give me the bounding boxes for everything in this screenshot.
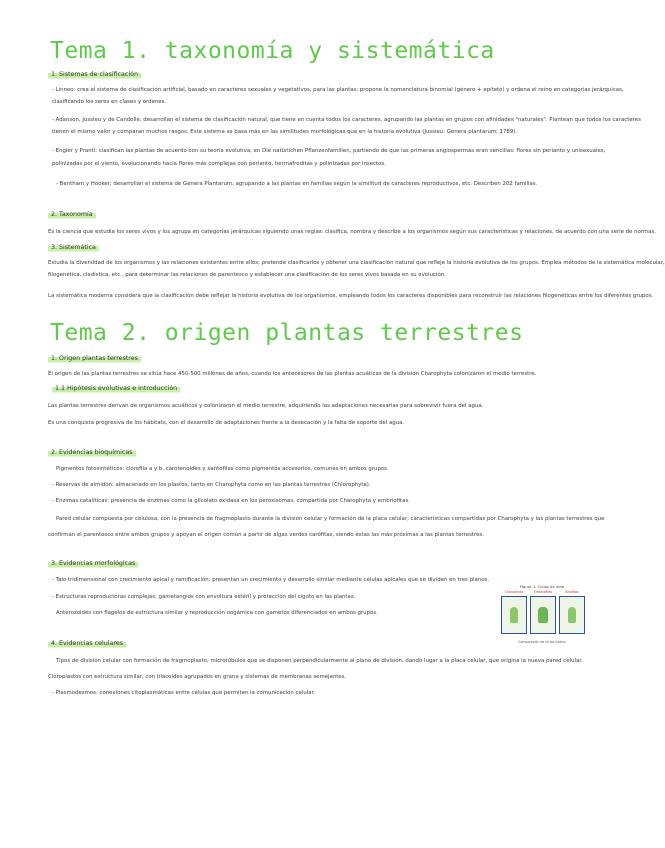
figure-title: Figura 1. Ciclos de vida [519,584,565,589]
tema1-s3-heading: 3. Sistemática [48,243,99,252]
tema1-s3-line: Estudia la diversidad de los organismos y las relaciones existentes entre ellos; pretende clasificarlos y obtener una clasificación natural que refleje la historia evolutiva de los grupos. Emplea métodos de la sistemática molecular, [48,260,665,266]
tema2-s1-heading: 1. Origen plantas terrestres [48,354,141,363]
figure-caption: Comparación de ciclos vitales [518,640,566,644]
tema1-s1-line: - Bentham y Hooker: desarrollan el sistema de Genera Plantarum, agrupando a las plantas en familias según la similitud de caracteres reproductivos, etc. Describen 202 familias. [56,181,538,187]
tema2-s1-line: El origen de las plantas terrestres se sitúa hace 450-500 millones de años, cuando los antecesores de las plantas acuáticas de la división Charophyta colonizaron el medio terrestre. [48,371,537,377]
tema2-s2-line: - Reservas de almidón: almacenado en los plastos, tanto en Charophyta como en las plantas terrestres (Chlorophyta). [52,482,371,488]
tema2-s4-line: Tipos de división celular con formación de fragmoplasto, microtúbulos que se disponen perpendicularmente al plano de división, dando lugar a la placa celular, que origina la nueva pared celular. [56,658,583,664]
tema2-s4-line: - Plasmodesmos: conexiones citoplasmáticas entre células que permiten la comunicación celular. [52,690,315,696]
tema2-s4-heading: 4. Evidencias celulares [48,639,126,648]
plant-illustration [510,607,518,623]
tema2-s2-line: Pigmentos fotosintéticos: clorofila a y b, carotenoides y xantofilas como pigmentos accesorios, comunes en ambos grupos. [56,466,389,472]
plant-illustration [538,607,548,623]
tema2-s2-line: - Enzimas catalíticas: presencia de enzimas como la glicolato oxidasa en los peroxisomas, compartida por Charophyta y embriofitas. [52,498,410,504]
tema2-s1b-line: Es una conquista progresiva de los hábitats, con el desarrollo de adaptaciones frente a la desecación y la falta de soporte del agua. [48,420,405,426]
tema2-s3-line: - Estructuras reproductoras complejas: gametangios con envoltura estéril y protección del cigoto en las plantas. [52,594,356,600]
tema1-s2-heading: 2. Taxonomía [48,210,96,219]
tema1-s3-line: filogenética, cladística, etc., para determinar las relaciones de parentesco y establecer una clasificación de los seres vivos basada en su evolución. [48,272,446,278]
figure-panel [501,590,527,634]
tema2-s3-line: - Talo tridimensional con crecimiento apical y ramificación: presentan un crecimiento y desarrollo similar mediante células apicales que se dividen en tres planos. [52,577,490,583]
tema1-s1-line: tienen el mismo valor y comparan muchos rasgos. Este sistema se basa más en las similitudes morfológicas que en la historia evolutiva (Jussieu: Genera plantarum, 1789). [52,129,518,135]
tema1-s2-line: Es la ciencia que estudia los seres vivos y los agrupa en categorías jerárquicas siguiendo unas reglas: clasifica, nombra y describe a los organismos según sus características y relaciones, de acuerdo con una serie de normas. [48,229,657,235]
tema1-s1-line: clasificando los seres en clases y órdenes. [52,99,167,105]
plant-illustration [568,607,576,623]
figure-panel-caption: Charophyta [504,590,524,594]
figure-panel-caption: Briofitas [565,590,579,594]
tema1-s1-heading: 1. Sistemas de clasificación [48,70,141,79]
figure-panel [559,590,585,634]
tema2-s3-heading: 3. Evidencias morfológicas [48,559,138,568]
tema2-s2-line: confirman el parentesco entre ambos grupos y apoyan el origen común a partir de algas verdes carófitas, siendo éstas las más próximas a las plantas terrestres. [48,532,484,538]
tema1-title: Tema 1. taxonomía y sistemática [50,38,495,64]
tema2-s1b-heading: 1.1 Hipótesis evolutivas e introducción [52,384,180,393]
figure-panel [530,590,556,634]
tema2-s4-line: Cloroplastos con estructura similar, con tilacoides agrupados en grana y sistemas de membranas semejantes. [48,674,347,680]
tema2-s3-line: Anterozoides con flagelos de estructura similar y reproducción oogámica con gametos diferenciados en ambos grupos. [56,610,378,616]
tema1-s1-line: - Linneo: crea el sistema de clasificación artificial, basado en caracteres sexuales y vegetativos, para las plantas; propone la nomenclatura binomial (género + epíteto) y ordena el reino en categorías jerárquicas, [52,87,624,93]
tema2-s2-heading: 2. Evidencias bioquímicas [48,448,136,457]
figure-panel-caption: Embriofitas [533,590,553,594]
tema2-s2-line: Pared celular compuesta por celulosa, con la presencia de fragmoplasto durante la división celular y formación de la placa celular, características compartidas por Charophyta y las plantas terrestres que [56,516,605,522]
tema2-s1b-line: Las plantas terrestres derivan de organismos acuáticos y colonizaron el medio terrestre, adquiriendo las adaptaciones necesarias para sobrevivir fuera del agua. [48,403,484,409]
tema1-s1-line: - Adanson, Jussieu y de Candolle: desarrollan el sistema de clasificación natural, que tiene en cuenta todos los caracteres, agrupando las plantas en grupos con afinidades "naturales". Plantean que todos los caracteres [52,117,641,123]
tema1-s1-line: - Engler y Prantl: clasifican las plantas de acuerdo con su teoría evolutiva, en Die natürlichen Pflanzenfamilien, partiendo de que las primeras angiospermas eran sencillas: flores sin perianto y unisexuales, [52,148,606,154]
tema2-title: Tema 2. origen plantas terrestres [50,320,524,346]
tema1-s3-line: La sistemática moderna considera que la clasificación debe reflejar la historia evolutiva de los organismos, empleando todos los caracteres disponibles para reconstruir las relaciones filogenéticas entre los diferentes grupos. [48,293,654,299]
tema1-s1-line: polinizadas por el viento, evolucionando hacia flores más complejas con perianto, hermafroditas y polinizadas por insectos. [52,161,386,167]
life-cycle-figure [497,584,587,648]
